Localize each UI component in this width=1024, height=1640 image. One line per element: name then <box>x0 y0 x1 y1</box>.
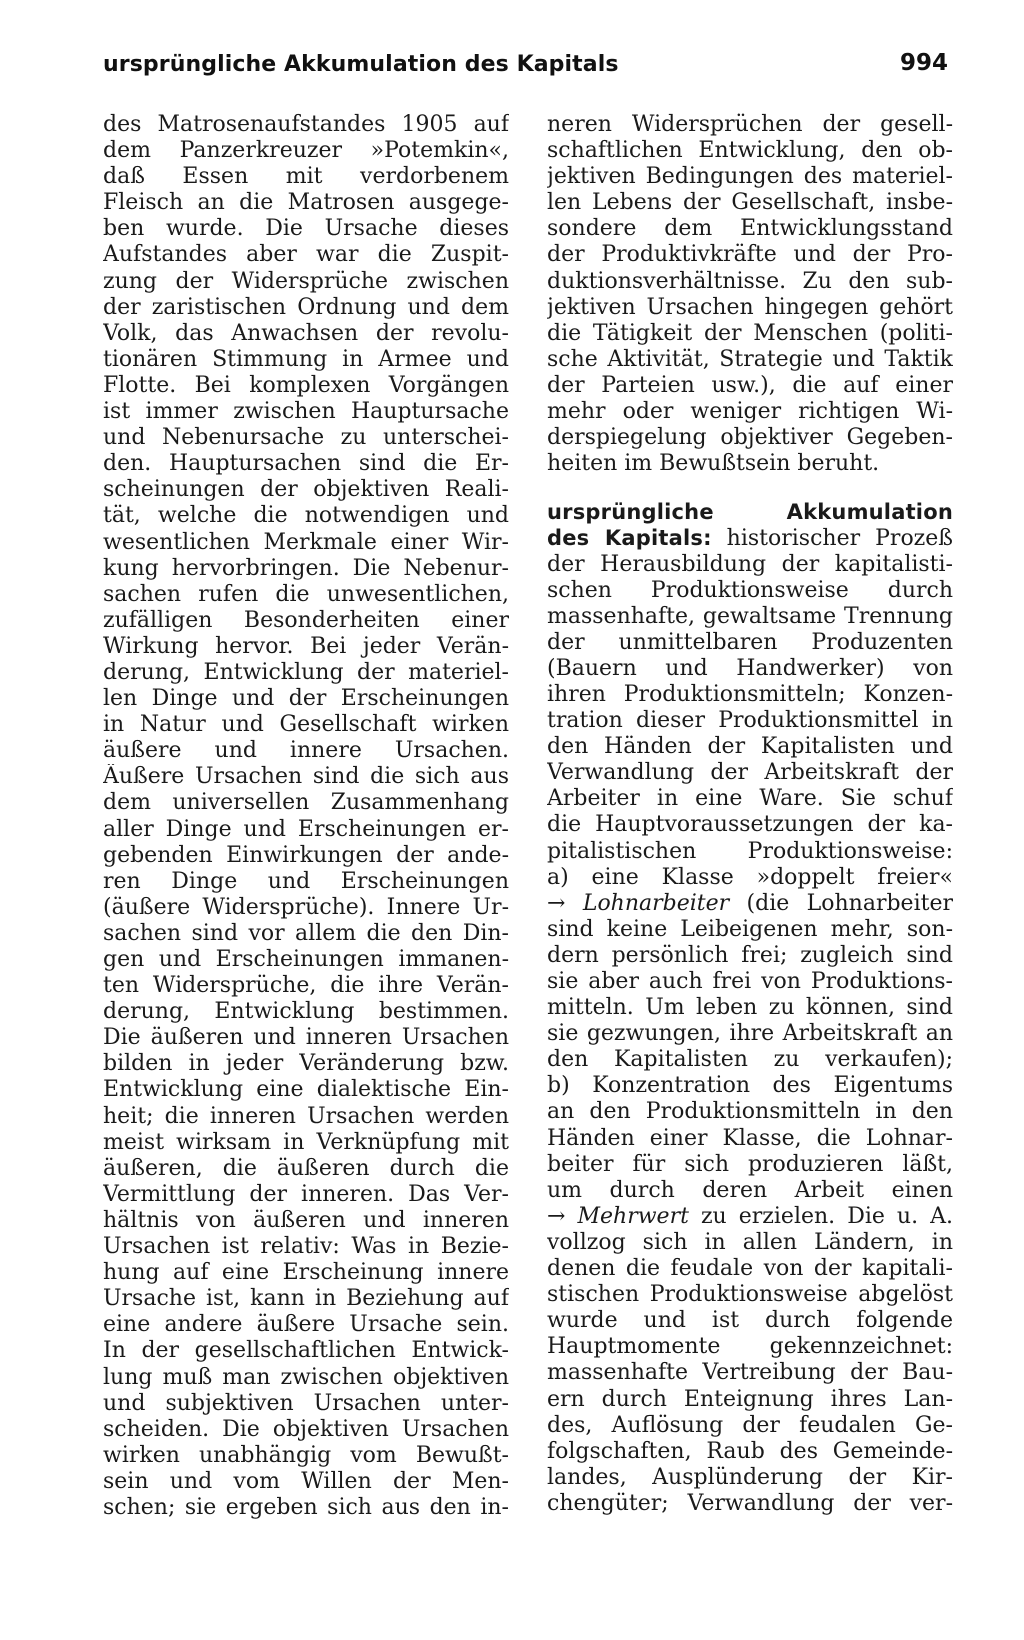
text-line: sondere dem Entwicklungsstand <box>547 216 953 242</box>
text-line: mehr oder weniger richtigen Wi- <box>547 399 953 425</box>
entry-definition-start: historischer Prozeß <box>711 526 953 552</box>
text-line: jektiven Bedingungen des materiel- <box>547 164 953 190</box>
entry-body-c <box>547 1230 953 1517</box>
text-line: ben wurde. Die Ursache dieses <box>103 216 509 242</box>
text-line: wesentlichen Merkmale einer Wir- <box>103 529 509 555</box>
text-line: daß Essen mit verdorbenem <box>103 164 509 190</box>
text-line: die Hauptvoraussetzungen der ka- <box>547 812 953 838</box>
cross-reference-mehrwert[interactable]: Mehrwert <box>577 1203 689 1229</box>
text-line: a) eine Klasse »doppelt freier« <box>547 864 953 890</box>
text-line: schaftlichen Entwicklung, den ob- <box>547 138 953 164</box>
text-line: und Nebenursache zu unterschei- <box>103 425 509 451</box>
text-line: Vermittlung der inneren. Das Ver- <box>103 1181 509 1207</box>
text-line: in Natur und Gesellschaft wirken <box>103 712 509 738</box>
entry-headword: ursprüngliche Akkumulation <box>547 500 953 525</box>
text-line: den. Hauptursachen sind die Er- <box>103 451 509 477</box>
entry-line-xref <box>547 891 953 917</box>
text-line: hältnis von äußeren und inneren <box>103 1207 509 1233</box>
cross-reference-lohnarbeiter[interactable]: Lohnarbeiter <box>582 890 730 916</box>
text-line: jektiven Ursachen hingegen gehört <box>547 294 953 320</box>
text-line: denen die feudale von der kapitali- <box>547 1256 953 1282</box>
dictionary-entry <box>547 499 953 1517</box>
text-line: äußeren, die äußeren durch die <box>103 1155 509 1181</box>
text-line: den Händen der Kapitalisten und <box>547 734 953 760</box>
text-line: derung, Entwicklung der materiel- <box>103 659 509 685</box>
text-line: an den Produktionsmitteln in den <box>547 1099 953 1125</box>
text-line: wurde und ist durch folgende <box>547 1308 953 1334</box>
text-line: scheiden. Die objektiven Ursachen <box>103 1416 509 1442</box>
running-head: ursprüngliche Akkumulation des Kapitals <box>103 52 619 77</box>
text-line: Händen einer Klasse, die Lohnar- <box>547 1125 953 1151</box>
text-line: b) Konzentration des Eigentums <box>547 1073 953 1099</box>
cross-reference-arrow-icon: → <box>547 890 566 916</box>
text-line: massenhafte, gewaltsame Trennung <box>547 603 953 629</box>
text-line: folgschaften, Raub des Gemeinde- <box>547 1438 953 1464</box>
entry-text: zu erzielen. Die u. A. <box>688 1203 953 1229</box>
text-line: der Herausbildung der kapitalisti- <box>547 551 953 577</box>
entry-text: (die Lohnarbeiter <box>729 890 953 916</box>
text-line: In der gesellschaftlichen Entwick- <box>103 1338 509 1364</box>
text-line: und subjektiven Ursachen unter- <box>103 1390 509 1416</box>
text-line: sind keine Leibeigenen mehr, son- <box>547 916 953 942</box>
text-line: Die äußeren und inneren Ursachen <box>103 1025 509 1051</box>
text-line: Fleisch an die Matrosen ausgege- <box>103 190 509 216</box>
text-line: gebenden Einwirkungen der ande- <box>103 842 509 868</box>
text-line: der unmittelbaren Produzenten <box>547 629 953 655</box>
entry-body-b <box>547 917 953 1204</box>
text-line: tionären Stimmung in Armee und <box>103 346 509 372</box>
text-line: Arbeiter in eine Ware. Sie schuf <box>547 786 953 812</box>
text-line: dern persönlich frei; zugleich sind <box>547 942 953 968</box>
text-line: landes, Ausplünderung der Kir- <box>547 1464 953 1490</box>
text-line: des, Auflösung der feudalen Ge- <box>547 1412 953 1438</box>
text-line: derung, Entwicklung bestimmen. <box>103 999 509 1025</box>
text-line: massenhafte Vertreibung der Bau- <box>547 1360 953 1386</box>
right-column <box>547 112 953 1517</box>
text-line: mitteln. Um leben zu können, sind <box>547 995 953 1021</box>
text-line: ihren Produktionsmitteln; Konzen- <box>547 681 953 707</box>
text-line: eine andere äußere Ursache sein. <box>103 1312 509 1338</box>
text-line: heit; die inneren Ursachen werden <box>103 1103 509 1129</box>
text-line: lung muß man zwischen objektiven <box>103 1364 509 1390</box>
text-line: tration dieser Produktionsmittel in <box>547 708 953 734</box>
text-line: stischen Produktionsweise abgelöst <box>547 1282 953 1308</box>
text-line: zufälligen Besonderheiten einer <box>103 607 509 633</box>
page-number: 994 <box>899 50 948 76</box>
entry-headword-continued: des Kapitals: <box>547 526 712 551</box>
text-line: sachen rufen die unwesentlichen, <box>103 581 509 607</box>
text-line: ern durch Enteignung ihres Lan- <box>547 1386 953 1412</box>
text-line: schen Produktionsweise durch <box>547 577 953 603</box>
text-line: dem universellen Zusammenhang <box>103 790 509 816</box>
text-line: den Kapitalisten zu verkaufen); <box>547 1047 953 1073</box>
text-line: duktionsverhältnisse. Zu den sub- <box>547 268 953 294</box>
text-line: Aufstandes aber war die Zuspit- <box>103 242 509 268</box>
text-line: aller Dinge und Erscheinungen er- <box>103 816 509 842</box>
text-line: gen und Erscheinungen immanen- <box>103 947 509 972</box>
text-line: schen; sie ergeben sich aus den in- <box>103 1494 509 1520</box>
text-line: derspiegelung objektiver Gegeben- <box>547 425 953 451</box>
entry-line-xref <box>547 1204 953 1230</box>
text-line: (äußere Widersprüche). Innere Ur- <box>103 894 509 920</box>
text-line: der Produktivkräfte und der Pro- <box>547 242 953 268</box>
text-line: vollzog sich in allen Ländern, in <box>547 1229 953 1255</box>
text-line: Flotte. Bei komplexen Vorgängen <box>103 372 509 398</box>
entry-line <box>547 525 953 551</box>
text-line: len Dinge und der Erscheinungen <box>103 686 509 712</box>
text-line: bilden in jeder Veränderung bzw. <box>103 1051 509 1077</box>
entry-spacer <box>547 477 953 499</box>
text-line: sein und vom Willen der Men- <box>103 1468 509 1494</box>
text-line: heiten im Bewußtsein beruht. <box>547 451 880 477</box>
text-line: kung hervorbringen. Die Nebenur- <box>103 555 509 581</box>
text-line: hung auf eine Erscheinung innere <box>103 1260 509 1286</box>
text-line: sie gezwungen, ihre Arbeitskraft an <box>547 1021 953 1047</box>
text-line: dem Panzerkreuzer »Potemkin«, <box>103 138 509 164</box>
text-line: der Parteien usw.), die auf einer <box>547 372 953 398</box>
text-line: sie aber auch frei von Produktions- <box>547 969 953 994</box>
text-line: des Matrosenaufstandes 1905 auf <box>103 112 509 137</box>
text-line: beiter für sich produzieren läßt, <box>547 1151 953 1177</box>
text-line: der zaristischen Ordnung und dem <box>103 294 509 320</box>
text-line: Entwicklung eine dialektische Ein- <box>103 1077 509 1103</box>
text-line: Ursache ist, kann in Beziehung auf <box>103 1286 509 1312</box>
entry-headword-line <box>547 499 953 525</box>
text-line: zung der Widersprüche zwischen <box>103 268 509 294</box>
text-line: um durch deren Arbeit einen <box>547 1177 953 1203</box>
text-line: scheinungen der objektiven Reali- <box>103 477 509 503</box>
text-line: pitalistischen Produktionsweise: <box>547 838 953 864</box>
text-line: sche Aktivität, Strategie und Taktik <box>547 346 953 372</box>
text-line: äußere und innere Ursachen. <box>103 738 509 764</box>
text-line: ist immer zwischen Hauptursache <box>103 399 509 425</box>
text-line: Hauptmomente gekennzeichnet: <box>547 1334 953 1360</box>
text-line: die Tätigkeit der Menschen (politi- <box>547 320 953 346</box>
text-line: ten Widersprüche, die ihre Verän- <box>103 973 509 999</box>
text-line: neren Widersprüchen der gesell- <box>547 112 953 137</box>
cross-reference-arrow-icon: → <box>547 1203 566 1229</box>
entry-body-a <box>547 552 953 891</box>
text-line: len Lebens der Gesellschaft, insbe- <box>547 190 953 216</box>
text-line: Ursachen ist relativ: Was in Bezie- <box>103 1234 509 1260</box>
text-line: Wirkung hervor. Bei jeder Verän- <box>103 633 509 659</box>
text-line: ren Dinge und Erscheinungen <box>103 868 509 894</box>
text-line: Volk, das Anwachsen der revolu- <box>103 320 509 346</box>
text-line: wirken unabhängig vom Bewußt- <box>103 1442 509 1468</box>
text-line: (Bauern und Handwerker) von <box>547 655 953 681</box>
text-line: sachen sind vor allem die den Din- <box>103 920 509 946</box>
text-line: Verwandlung der Arbeitskraft der <box>547 760 953 786</box>
text-line: chengüter; Verwandlung der ver- <box>547 1490 953 1516</box>
text-line: meist wirksam in Verknüpfung mit <box>103 1129 509 1155</box>
text-line: tät, welche die notwendigen und <box>103 503 509 529</box>
text-line: Äußere Ursachen sind die sich aus <box>103 764 509 790</box>
right-column-continuation <box>547 112 953 477</box>
left-column <box>103 112 509 1521</box>
